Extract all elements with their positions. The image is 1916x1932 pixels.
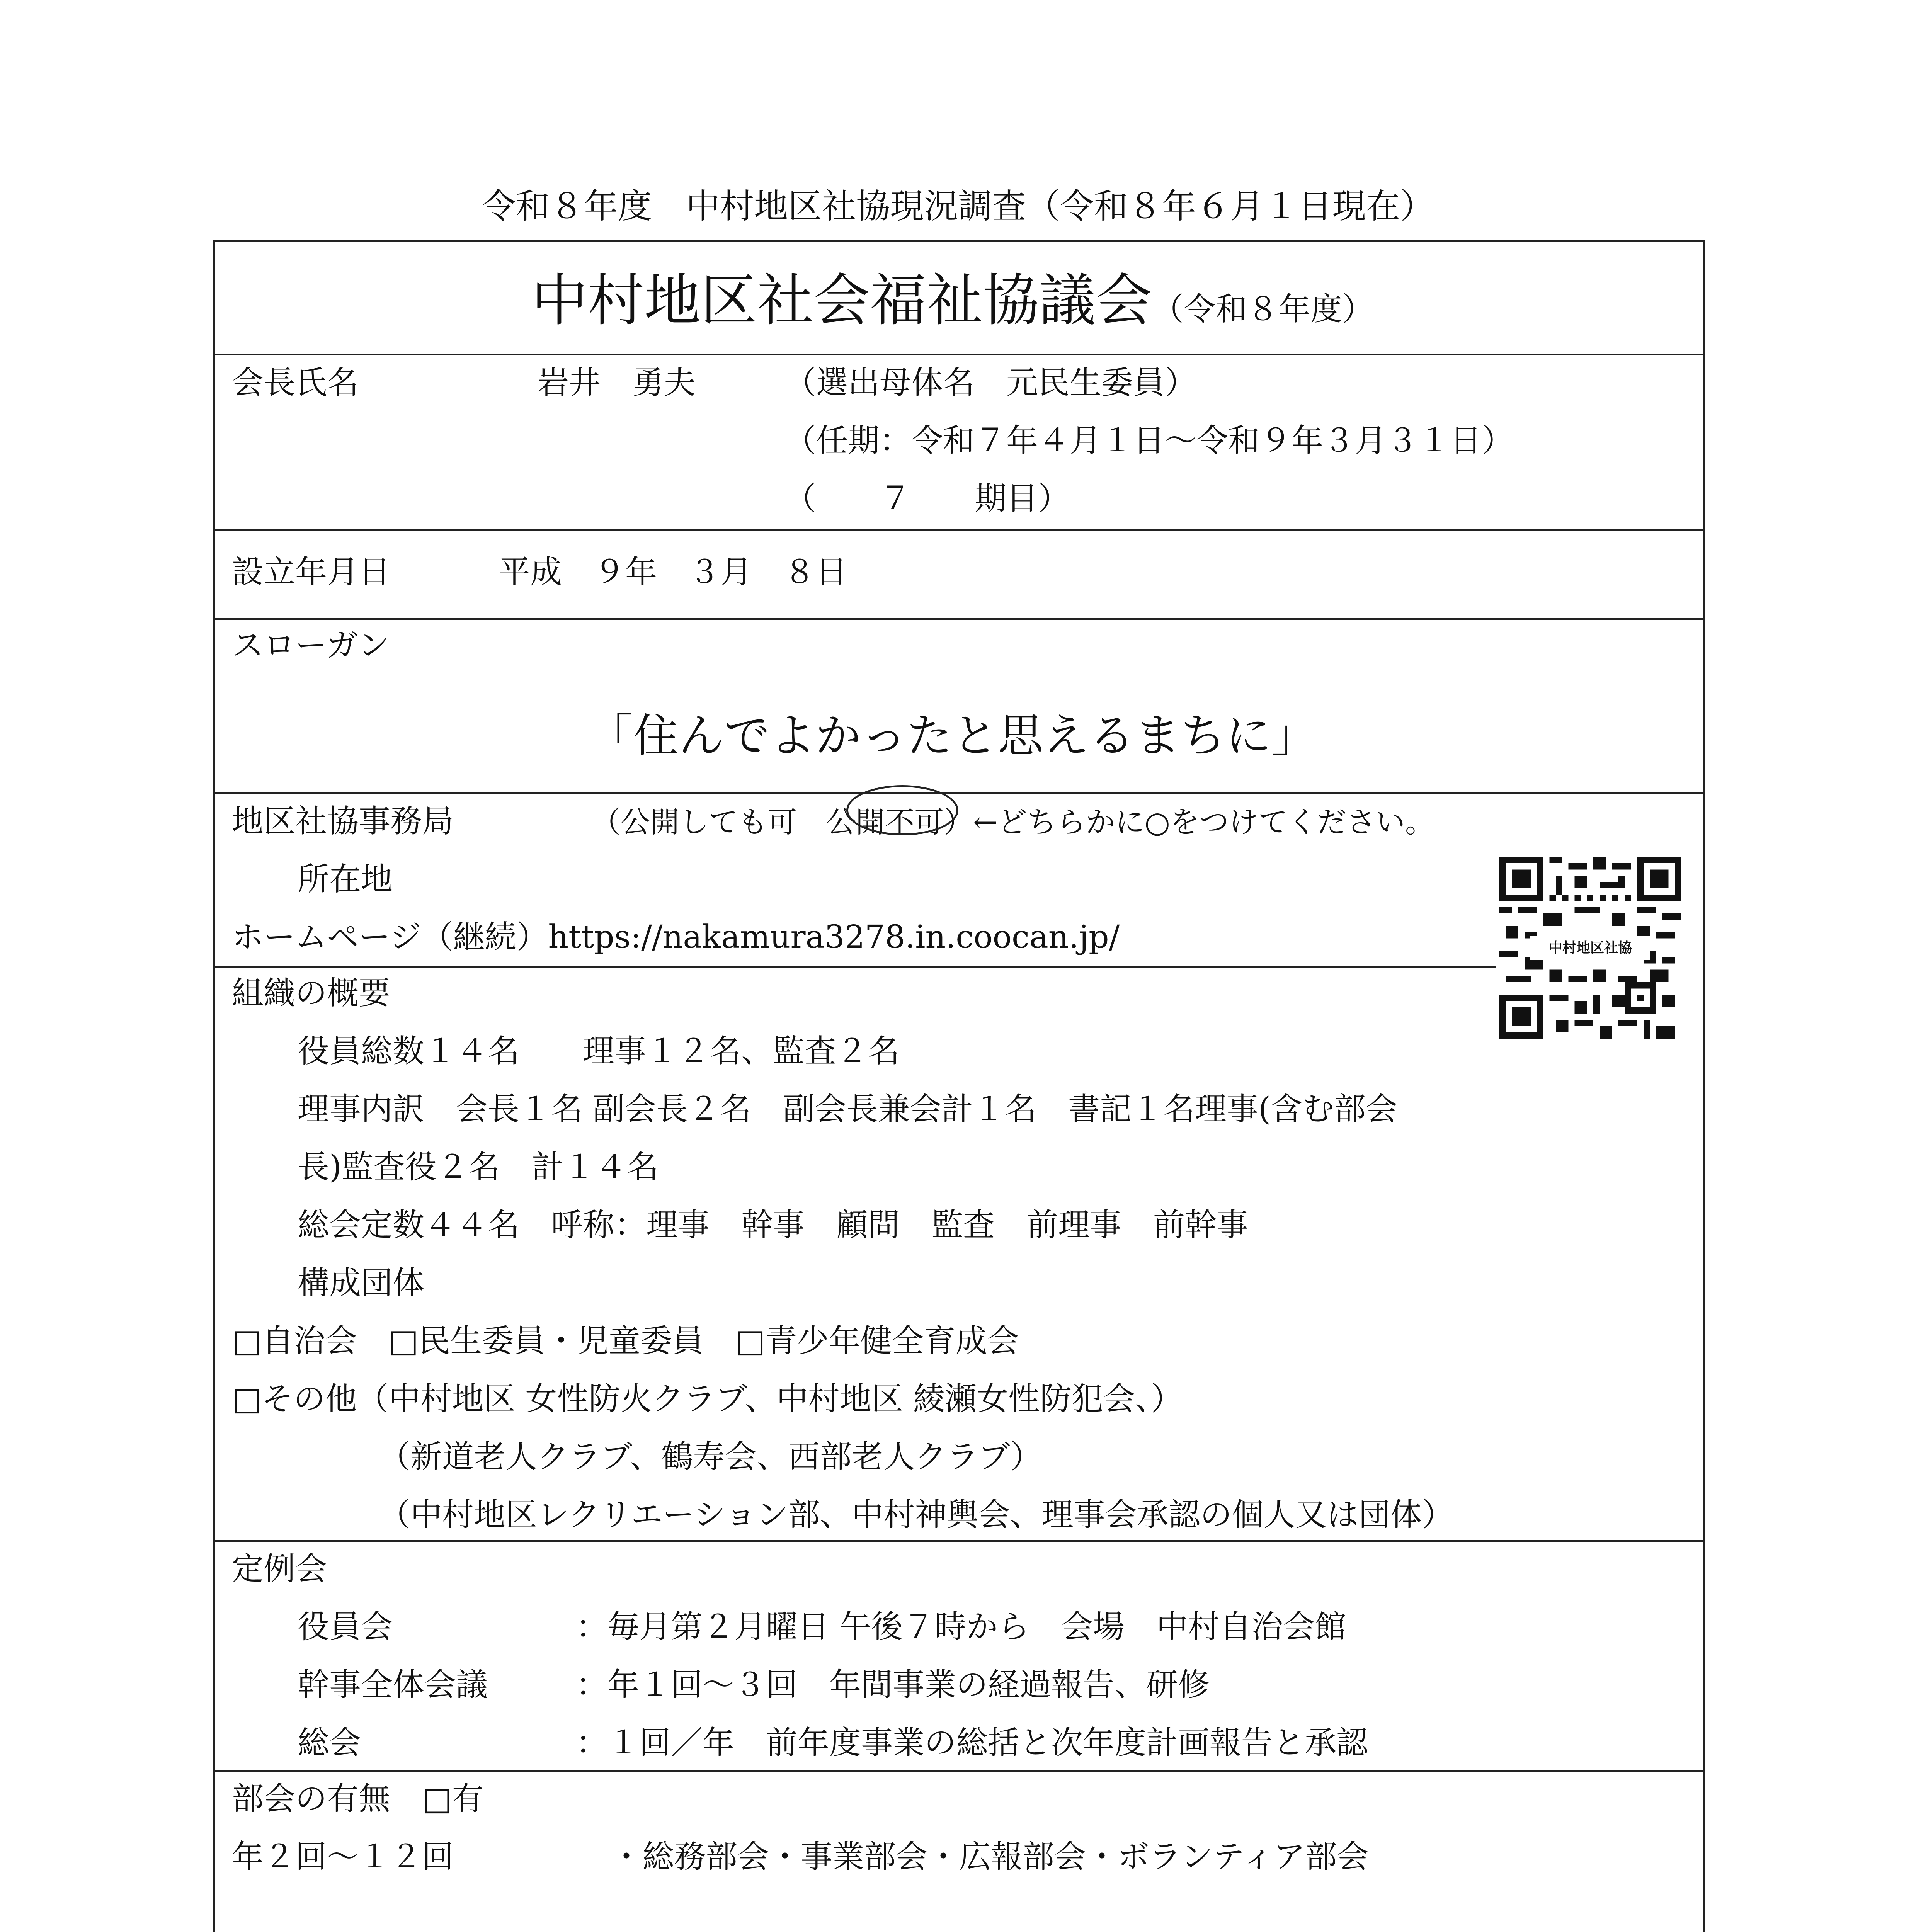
slogan-label: スローガン xyxy=(232,627,390,664)
url-underline xyxy=(213,966,1496,968)
row-divider xyxy=(213,354,1705,355)
document-header: 令和８年度 中村地区社協現況調査（令和８年６月１日現在） xyxy=(482,186,1434,226)
member-groups: □その他（中村地区 女性防火クラブ、中村地区 綾瀬女性防犯会、） xyxy=(232,1381,1183,1417)
selection-circle xyxy=(846,785,958,835)
chairman-origin: （選出母体名 元民生委員） xyxy=(784,364,1197,401)
meeting-detail: ：毎月第２月曜日 午後７時から 会場 中村自治会館 xyxy=(576,1609,1347,1645)
meeting-detail: ：年１回～３回 年間事業の経過報告、研修 xyxy=(576,1667,1210,1703)
row-divider xyxy=(213,1540,1705,1542)
row-divider xyxy=(213,1770,1705,1772)
meeting-name: 役員会 xyxy=(298,1609,393,1645)
committee-frequency: 年２回～１２回 xyxy=(232,1838,454,1875)
chairman-name: 岩井 勇夫 xyxy=(537,364,696,401)
meeting-detail: ：１回／年 前年度事業の総括と次年度計画報告と承認 xyxy=(576,1725,1368,1761)
slogan-text: 「住んでよかったと思えるまちに」 xyxy=(587,709,1317,762)
meetings-label: 定例会 xyxy=(232,1551,327,1587)
meeting-name: 幹事全体会議 xyxy=(298,1667,488,1703)
organization-label: 組織の概要 xyxy=(232,975,391,1012)
member-groups: （新道老人クラブ、鶴寿会、西部老人クラブ） xyxy=(379,1439,1042,1475)
member-groups: （中村地区レクリエーション部、中村神輿会、理事会承認の個人又は団体） xyxy=(379,1497,1454,1533)
homepage-url[interactable]: ホームページ（継続）https://nakamura3278.in.coocan.jp/ xyxy=(232,919,1120,956)
title-block xyxy=(531,268,1374,333)
row-divider xyxy=(213,529,1705,531)
chairman-term: （任期：令和７年４月１日～令和９年３月３１日） xyxy=(784,422,1514,459)
established-label: 設立年月日 xyxy=(232,554,391,590)
org-line: 理事内訳 会長１名 副会長２名 副会長兼会計１名 書記１名理事(含む部会 xyxy=(298,1091,1398,1128)
org-title-year: （令和８年度） xyxy=(1152,291,1374,328)
disclosure-option: （公開しても可 公開不可）←どちらかに○をつけてください。 xyxy=(591,805,1434,839)
org-line: 役員総数１４名 理事１２名、監査２名 xyxy=(298,1033,900,1070)
row-divider xyxy=(213,792,1705,794)
chairman-label: 会長氏名 xyxy=(232,364,359,401)
org-title: 中村地区社会福祉協議会 xyxy=(531,268,1152,333)
meeting-name: 総会 xyxy=(298,1725,361,1761)
org-line: 長)監査役２名 計１４名 xyxy=(298,1149,659,1185)
office-label: 地区社協事務局 xyxy=(232,803,454,840)
org-line: 構成団体 xyxy=(298,1265,425,1301)
established-date: 平成 ９年 ３月 ８日 xyxy=(499,554,847,590)
qr-caption: 中村地区社協 xyxy=(1530,936,1650,960)
committee-list: ・総務部会・事業部会・広報部会・ボランティア部会 xyxy=(611,1838,1369,1875)
committees-label: 部会の有無 □有 xyxy=(232,1781,484,1817)
row-divider xyxy=(213,618,1705,620)
location-label: 所在地 xyxy=(298,861,393,898)
org-line: 総会定数４４名 呼称：理事 幹事 顧問 監査 前理事 前幹事 xyxy=(298,1207,1249,1243)
member-groups: □自治会 □民生委員・児童委員 □青少年健全育成会 xyxy=(232,1323,1019,1359)
chairman-period: （ ７ 期目） xyxy=(784,480,1070,517)
